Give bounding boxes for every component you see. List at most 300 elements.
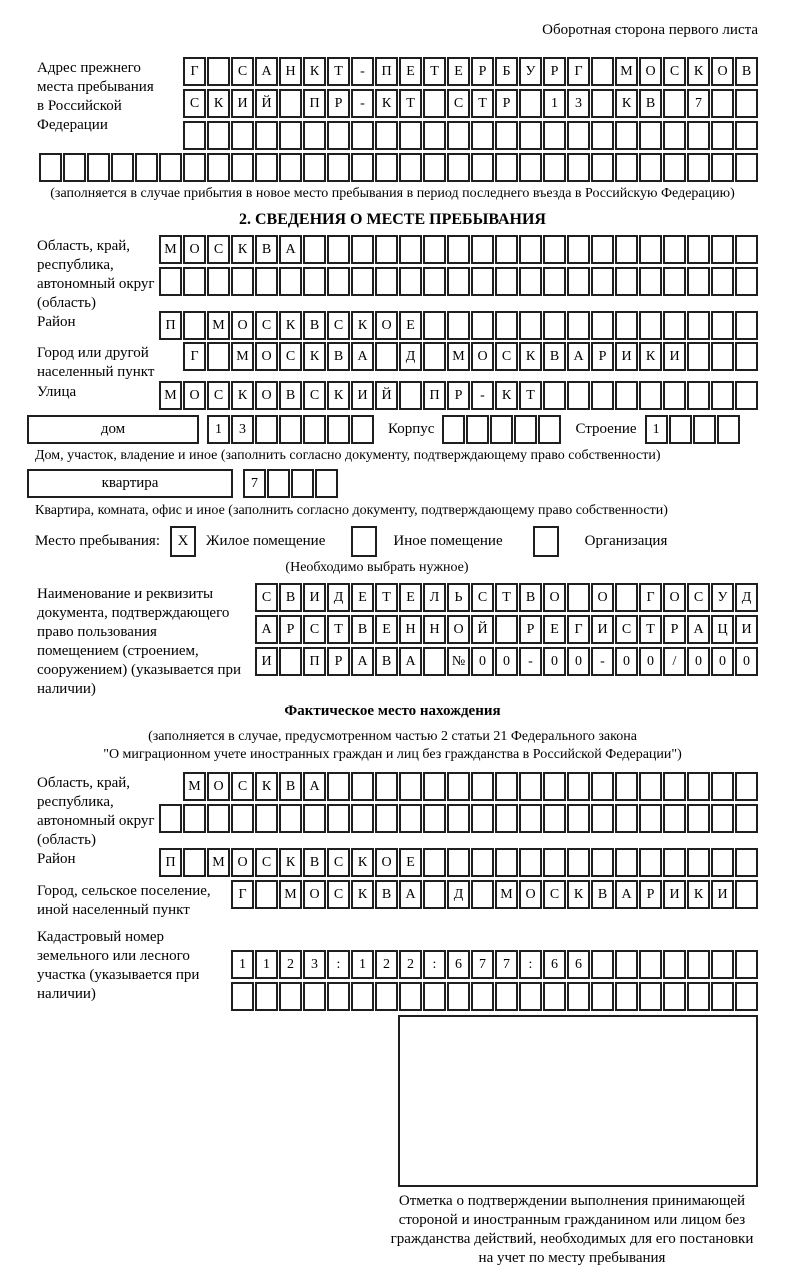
char-cell[interactable]: Й: [375, 381, 398, 410]
char-cell[interactable]: [351, 267, 374, 296]
char-cell[interactable]: Т: [639, 615, 662, 644]
char-cell[interactable]: [639, 121, 662, 150]
char-cell[interactable]: [591, 121, 614, 150]
char-cell[interactable]: А: [255, 57, 278, 86]
char-cell[interactable]: [375, 235, 398, 264]
char-cell[interactable]: Е: [399, 311, 422, 340]
char-cell[interactable]: [87, 153, 110, 182]
char-cell[interactable]: Л: [423, 583, 446, 612]
char-cell[interactable]: [591, 950, 614, 979]
char-cell[interactable]: [615, 848, 638, 877]
char-cell[interactable]: [495, 121, 518, 150]
char-cell[interactable]: [591, 89, 614, 118]
char-cell[interactable]: Т: [471, 89, 494, 118]
dom-box[interactable]: дом: [27, 415, 199, 444]
char-cell[interactable]: [351, 235, 374, 264]
dom-cells[interactable]: [207, 415, 374, 444]
char-cell[interactable]: Р: [471, 57, 494, 86]
char-cell[interactable]: [423, 311, 446, 340]
factual-oblast-row-2[interactable]: [159, 804, 758, 833]
prev-address-row-4[interactable]: [39, 153, 758, 182]
char-cell[interactable]: [663, 153, 686, 182]
char-cell[interactable]: В: [327, 342, 350, 371]
char-cell[interactable]: С: [303, 615, 326, 644]
char-cell[interactable]: [447, 311, 470, 340]
char-cell[interactable]: [375, 342, 398, 371]
char-cell[interactable]: В: [519, 583, 542, 612]
char-cell[interactable]: [687, 772, 710, 801]
char-cell[interactable]: С: [207, 381, 230, 410]
char-cell[interactable]: [279, 89, 302, 118]
char-cell[interactable]: [423, 153, 446, 182]
char-cell[interactable]: [567, 153, 590, 182]
char-cell[interactable]: П: [303, 647, 326, 676]
char-cell[interactable]: [711, 311, 734, 340]
char-cell[interactable]: Е: [399, 57, 422, 86]
char-cell[interactable]: [519, 848, 542, 877]
char-cell[interactable]: И: [615, 342, 638, 371]
char-cell[interactable]: [159, 153, 182, 182]
char-cell[interactable]: [399, 153, 422, 182]
char-cell[interactable]: [399, 772, 422, 801]
char-cell[interactable]: [471, 982, 494, 1011]
char-cell[interactable]: [543, 772, 566, 801]
char-cell[interactable]: [207, 267, 230, 296]
char-cell[interactable]: :: [423, 950, 446, 979]
char-cell[interactable]: П: [159, 311, 182, 340]
checkbox-zhiloe[interactable]: X: [170, 526, 196, 557]
char-cell[interactable]: [471, 235, 494, 264]
char-cell[interactable]: [111, 153, 134, 182]
char-cell[interactable]: О: [303, 880, 326, 909]
char-cell[interactable]: [447, 121, 470, 150]
raion-row[interactable]: [159, 311, 758, 340]
char-cell[interactable]: [639, 772, 662, 801]
char-cell[interactable]: [207, 804, 230, 833]
char-cell[interactable]: [567, 267, 590, 296]
char-cell[interactable]: 6: [567, 950, 590, 979]
char-cell[interactable]: С: [255, 848, 278, 877]
char-cell[interactable]: [423, 235, 446, 264]
char-cell[interactable]: [735, 311, 758, 340]
char-cell[interactable]: [591, 982, 614, 1011]
char-cell[interactable]: Р: [279, 615, 302, 644]
char-cell[interactable]: [447, 153, 470, 182]
char-cell[interactable]: О: [255, 381, 278, 410]
char-cell[interactable]: [687, 381, 710, 410]
char-cell[interactable]: [639, 381, 662, 410]
char-cell[interactable]: С: [615, 615, 638, 644]
char-cell[interactable]: С: [471, 583, 494, 612]
ulitsa-row[interactable]: [159, 381, 758, 410]
char-cell[interactable]: №: [447, 647, 470, 676]
char-cell[interactable]: [543, 267, 566, 296]
char-cell[interactable]: А: [567, 342, 590, 371]
char-cell[interactable]: 1: [207, 415, 230, 444]
char-cell[interactable]: О: [639, 57, 662, 86]
char-cell[interactable]: [519, 267, 542, 296]
char-cell[interactable]: С: [255, 583, 278, 612]
char-cell[interactable]: [693, 415, 716, 444]
char-cell[interactable]: С: [327, 880, 350, 909]
char-cell[interactable]: 2: [399, 950, 422, 979]
char-cell[interactable]: М: [447, 342, 470, 371]
char-cell[interactable]: [615, 982, 638, 1011]
char-cell[interactable]: 7: [243, 469, 266, 498]
char-cell[interactable]: [183, 153, 206, 182]
char-cell[interactable]: [495, 848, 518, 877]
char-cell[interactable]: [735, 772, 758, 801]
char-cell[interactable]: К: [687, 57, 710, 86]
char-cell[interactable]: [519, 311, 542, 340]
factual-raion-row[interactable]: [159, 848, 758, 877]
char-cell[interactable]: [183, 121, 206, 150]
char-cell[interactable]: [183, 311, 206, 340]
char-cell[interactable]: Т: [423, 57, 446, 86]
char-cell[interactable]: [735, 342, 758, 371]
char-cell[interactable]: [735, 89, 758, 118]
char-cell[interactable]: [663, 381, 686, 410]
char-cell[interactable]: [711, 848, 734, 877]
char-cell[interactable]: И: [735, 615, 758, 644]
char-cell[interactable]: [663, 89, 686, 118]
char-cell[interactable]: [279, 121, 302, 150]
char-cell[interactable]: [591, 235, 614, 264]
char-cell[interactable]: [351, 982, 374, 1011]
char-cell[interactable]: [687, 804, 710, 833]
char-cell[interactable]: 0: [687, 647, 710, 676]
char-cell[interactable]: [159, 267, 182, 296]
char-cell[interactable]: [495, 267, 518, 296]
char-cell[interactable]: [591, 381, 614, 410]
char-cell[interactable]: К: [375, 89, 398, 118]
char-cell[interactable]: П: [159, 848, 182, 877]
char-cell[interactable]: [735, 982, 758, 1011]
char-cell[interactable]: [663, 982, 686, 1011]
char-cell[interactable]: [423, 89, 446, 118]
char-cell[interactable]: К: [615, 89, 638, 118]
kvartira-box[interactable]: квартира: [27, 469, 233, 498]
char-cell[interactable]: Ц: [711, 615, 734, 644]
char-cell[interactable]: [423, 848, 446, 877]
char-cell[interactable]: Т: [375, 583, 398, 612]
char-cell[interactable]: [519, 804, 542, 833]
char-cell[interactable]: [615, 267, 638, 296]
char-cell[interactable]: [711, 381, 734, 410]
char-cell[interactable]: [615, 804, 638, 833]
char-cell[interactable]: [447, 235, 470, 264]
char-cell[interactable]: М: [207, 311, 230, 340]
char-cell[interactable]: Р: [543, 57, 566, 86]
char-cell[interactable]: [538, 415, 561, 444]
char-cell[interactable]: М: [495, 880, 518, 909]
char-cell[interactable]: В: [303, 311, 326, 340]
char-cell[interactable]: [514, 415, 537, 444]
char-cell[interactable]: [375, 267, 398, 296]
char-cell[interactable]: [543, 804, 566, 833]
char-cell[interactable]: С: [231, 57, 254, 86]
char-cell[interactable]: [711, 772, 734, 801]
char-cell[interactable]: [279, 647, 302, 676]
char-cell[interactable]: [135, 153, 158, 182]
char-cell[interactable]: И: [351, 381, 374, 410]
char-cell[interactable]: К: [207, 89, 230, 118]
char-cell[interactable]: [279, 804, 302, 833]
char-cell[interactable]: [663, 121, 686, 150]
char-cell[interactable]: [207, 153, 230, 182]
char-cell[interactable]: [375, 772, 398, 801]
char-cell[interactable]: [327, 982, 350, 1011]
char-cell[interactable]: О: [375, 311, 398, 340]
char-cell[interactable]: Д: [399, 342, 422, 371]
char-cell[interactable]: [471, 267, 494, 296]
char-cell[interactable]: [423, 267, 446, 296]
char-cell[interactable]: Р: [519, 615, 542, 644]
char-cell[interactable]: В: [255, 235, 278, 264]
char-cell[interactable]: [567, 121, 590, 150]
char-cell[interactable]: А: [615, 880, 638, 909]
char-cell[interactable]: [255, 804, 278, 833]
char-cell[interactable]: [687, 311, 710, 340]
char-cell[interactable]: -: [351, 57, 374, 86]
char-cell[interactable]: [519, 982, 542, 1011]
char-cell[interactable]: Г: [231, 880, 254, 909]
char-cell[interactable]: [471, 772, 494, 801]
char-cell[interactable]: Р: [663, 615, 686, 644]
char-cell[interactable]: [567, 381, 590, 410]
char-cell[interactable]: [351, 121, 374, 150]
char-cell[interactable]: А: [399, 647, 422, 676]
stroenie-cells[interactable]: [645, 415, 740, 444]
char-cell[interactable]: С: [327, 848, 350, 877]
char-cell[interactable]: О: [207, 772, 230, 801]
char-cell[interactable]: В: [303, 848, 326, 877]
char-cell[interactable]: [303, 804, 326, 833]
char-cell[interactable]: А: [279, 235, 302, 264]
char-cell[interactable]: [447, 772, 470, 801]
char-cell[interactable]: [567, 311, 590, 340]
char-cell[interactable]: С: [279, 342, 302, 371]
char-cell[interactable]: М: [231, 342, 254, 371]
char-cell[interactable]: 0: [567, 647, 590, 676]
char-cell[interactable]: [711, 235, 734, 264]
char-cell[interactable]: -: [519, 647, 542, 676]
char-cell[interactable]: К: [327, 381, 350, 410]
char-cell[interactable]: [543, 381, 566, 410]
char-cell[interactable]: [639, 267, 662, 296]
char-cell[interactable]: Р: [327, 647, 350, 676]
char-cell[interactable]: [717, 415, 740, 444]
char-cell[interactable]: [519, 772, 542, 801]
char-cell[interactable]: :: [519, 950, 542, 979]
char-cell[interactable]: А: [687, 615, 710, 644]
char-cell[interactable]: [567, 804, 590, 833]
char-cell[interactable]: [471, 121, 494, 150]
char-cell[interactable]: М: [207, 848, 230, 877]
char-cell[interactable]: [423, 982, 446, 1011]
char-cell[interactable]: Г: [183, 57, 206, 86]
char-cell[interactable]: М: [159, 381, 182, 410]
char-cell[interactable]: 3: [303, 950, 326, 979]
char-cell[interactable]: [447, 267, 470, 296]
char-cell[interactable]: [375, 153, 398, 182]
char-cell[interactable]: [711, 89, 734, 118]
char-cell[interactable]: [735, 121, 758, 150]
char-cell[interactable]: [231, 267, 254, 296]
char-cell[interactable]: 7: [495, 950, 518, 979]
char-cell[interactable]: [735, 267, 758, 296]
char-cell[interactable]: [519, 153, 542, 182]
char-cell[interactable]: Р: [327, 89, 350, 118]
char-cell[interactable]: М: [279, 880, 302, 909]
char-cell[interactable]: Т: [519, 381, 542, 410]
char-cell[interactable]: [231, 982, 254, 1011]
char-cell[interactable]: [255, 267, 278, 296]
char-cell[interactable]: И: [255, 647, 278, 676]
char-cell[interactable]: [207, 57, 230, 86]
char-cell[interactable]: [423, 804, 446, 833]
char-cell[interactable]: Д: [327, 583, 350, 612]
char-cell[interactable]: О: [543, 583, 566, 612]
char-cell[interactable]: [567, 772, 590, 801]
char-cell[interactable]: [711, 982, 734, 1011]
char-cell[interactable]: [543, 982, 566, 1011]
doc-row-2[interactable]: [255, 615, 758, 644]
char-cell[interactable]: [490, 415, 513, 444]
char-cell[interactable]: О: [663, 583, 686, 612]
char-cell[interactable]: [495, 153, 518, 182]
char-cell[interactable]: В: [279, 772, 302, 801]
char-cell[interactable]: С: [255, 311, 278, 340]
char-cell[interactable]: А: [351, 342, 374, 371]
char-cell[interactable]: Р: [591, 342, 614, 371]
char-cell[interactable]: [471, 804, 494, 833]
char-cell[interactable]: Е: [543, 615, 566, 644]
char-cell[interactable]: С: [663, 57, 686, 86]
char-cell[interactable]: Н: [399, 615, 422, 644]
char-cell[interactable]: [255, 982, 278, 1011]
char-cell[interactable]: [279, 415, 302, 444]
char-cell[interactable]: Е: [399, 848, 422, 877]
char-cell[interactable]: Б: [495, 57, 518, 86]
char-cell[interactable]: К: [519, 342, 542, 371]
char-cell[interactable]: [399, 381, 422, 410]
char-cell[interactable]: [291, 469, 314, 498]
char-cell[interactable]: Н: [423, 615, 446, 644]
char-cell[interactable]: [639, 311, 662, 340]
char-cell[interactable]: 0: [471, 647, 494, 676]
char-cell[interactable]: [615, 311, 638, 340]
char-cell[interactable]: М: [183, 772, 206, 801]
char-cell[interactable]: И: [711, 880, 734, 909]
char-cell[interactable]: [351, 415, 374, 444]
char-cell[interactable]: [495, 235, 518, 264]
char-cell[interactable]: [399, 982, 422, 1011]
char-cell[interactable]: О: [447, 615, 470, 644]
char-cell[interactable]: [615, 583, 638, 612]
char-cell[interactable]: [423, 647, 446, 676]
char-cell[interactable]: [687, 982, 710, 1011]
char-cell[interactable]: В: [639, 89, 662, 118]
checkbox-org[interactable]: [533, 526, 559, 557]
char-cell[interactable]: [639, 950, 662, 979]
char-cell[interactable]: С: [303, 381, 326, 410]
char-cell[interactable]: [735, 235, 758, 264]
char-cell[interactable]: 1: [231, 950, 254, 979]
char-cell[interactable]: В: [375, 647, 398, 676]
char-cell[interactable]: Е: [399, 583, 422, 612]
char-cell[interactable]: О: [711, 57, 734, 86]
char-cell[interactable]: [447, 804, 470, 833]
char-cell[interactable]: [375, 982, 398, 1011]
kvartira-cells[interactable]: [243, 469, 338, 498]
factual-oblast-row-1[interactable]: [183, 772, 758, 801]
char-cell[interactable]: [735, 950, 758, 979]
char-cell[interactable]: [63, 153, 86, 182]
char-cell[interactable]: [663, 311, 686, 340]
char-cell[interactable]: [471, 153, 494, 182]
char-cell[interactable]: К: [279, 311, 302, 340]
char-cell[interactable]: 7: [471, 950, 494, 979]
char-cell[interactable]: [471, 848, 494, 877]
char-cell[interactable]: А: [303, 772, 326, 801]
char-cell[interactable]: [711, 342, 734, 371]
char-cell[interactable]: [543, 311, 566, 340]
char-cell[interactable]: [735, 880, 758, 909]
char-cell[interactable]: [591, 804, 614, 833]
char-cell[interactable]: И: [303, 583, 326, 612]
char-cell[interactable]: О: [231, 848, 254, 877]
char-cell[interactable]: [711, 121, 734, 150]
char-cell[interactable]: И: [663, 880, 686, 909]
char-cell[interactable]: К: [231, 381, 254, 410]
char-cell[interactable]: К: [351, 848, 374, 877]
char-cell[interactable]: С: [447, 89, 470, 118]
char-cell[interactable]: [687, 342, 710, 371]
char-cell[interactable]: [687, 235, 710, 264]
char-cell[interactable]: С: [183, 89, 206, 118]
char-cell[interactable]: [423, 772, 446, 801]
char-cell[interactable]: [711, 267, 734, 296]
char-cell[interactable]: -: [471, 381, 494, 410]
char-cell[interactable]: Й: [255, 89, 278, 118]
char-cell[interactable]: [567, 583, 590, 612]
char-cell[interactable]: П: [303, 89, 326, 118]
char-cell[interactable]: [615, 121, 638, 150]
char-cell[interactable]: И: [231, 89, 254, 118]
kadastr-row-2[interactable]: [231, 982, 758, 1011]
char-cell[interactable]: [303, 121, 326, 150]
char-cell[interactable]: О: [519, 880, 542, 909]
char-cell[interactable]: [207, 342, 230, 371]
char-cell[interactable]: [711, 153, 734, 182]
char-cell[interactable]: [303, 982, 326, 1011]
char-cell[interactable]: [615, 950, 638, 979]
char-cell[interactable]: И: [663, 342, 686, 371]
char-cell[interactable]: Й: [471, 615, 494, 644]
char-cell[interactable]: 0: [639, 647, 662, 676]
char-cell[interactable]: [351, 804, 374, 833]
char-cell[interactable]: С: [495, 342, 518, 371]
char-cell[interactable]: [303, 415, 326, 444]
char-cell[interactable]: [687, 153, 710, 182]
char-cell[interactable]: В: [735, 57, 758, 86]
char-cell[interactable]: Г: [567, 57, 590, 86]
char-cell[interactable]: К: [351, 311, 374, 340]
char-cell[interactable]: В: [279, 583, 302, 612]
factual-gorod-row[interactable]: [231, 880, 758, 909]
char-cell[interactable]: [687, 848, 710, 877]
